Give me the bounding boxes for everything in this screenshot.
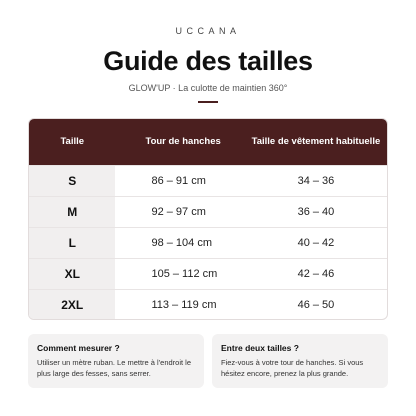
usual-size-cell: 36 – 40 xyxy=(297,206,335,218)
page-title: Guide des tailles xyxy=(103,46,313,76)
hips-cell: 113 – 119 cm xyxy=(151,299,217,311)
table-row xyxy=(29,165,387,196)
measure-tip-card xyxy=(28,334,204,388)
size-table xyxy=(28,118,388,320)
size-cell: L xyxy=(29,228,115,258)
size-cell: XL xyxy=(29,259,115,289)
table-row xyxy=(29,227,387,258)
between-sizes-card xyxy=(212,334,388,388)
size-cell: 2XL xyxy=(29,290,115,320)
usual-size-cell: 34 – 36 xyxy=(297,175,335,187)
hips-cell: 105 – 112 cm xyxy=(151,268,218,280)
header-size: Taille xyxy=(60,135,85,147)
between-sizes-text: Fiez-vous à votre tour de hanches. Si vous hésitez encore, prenez la plus grande. xyxy=(221,358,364,378)
hips-cell: 92 – 97 cm xyxy=(151,206,206,218)
measure-tip-title: Comment mesurer ? xyxy=(37,343,120,353)
page-subtitle: GLOW'UP · La culotte de maintien 360° xyxy=(128,83,288,93)
brand-name: UCCANA xyxy=(175,26,241,36)
usual-size-cell: 42 – 46 xyxy=(297,268,335,280)
hips-cell: 86 – 91 cm xyxy=(151,175,206,187)
measure-tip-text: Utiliser un mètre ruban. Le mettre à l'endroit le plus large des fesses, sans serrer. xyxy=(37,358,192,378)
table-row xyxy=(29,196,387,227)
table-row xyxy=(29,258,387,289)
header-hips: Tour de hanches xyxy=(145,135,221,147)
table-header xyxy=(29,119,387,165)
usual-size-cell: 46 – 50 xyxy=(297,299,335,311)
hips-cell: 98 – 104 cm xyxy=(151,237,213,249)
table-row xyxy=(29,289,387,320)
size-cell: M xyxy=(29,197,115,227)
usual-size-cell: 40 – 42 xyxy=(297,237,335,249)
title-divider xyxy=(198,101,218,103)
header-usual-size: Taille de vêtement habituelle xyxy=(251,135,381,147)
between-sizes-title: Entre deux tailles ? xyxy=(221,343,299,353)
size-cell: S xyxy=(29,166,115,196)
